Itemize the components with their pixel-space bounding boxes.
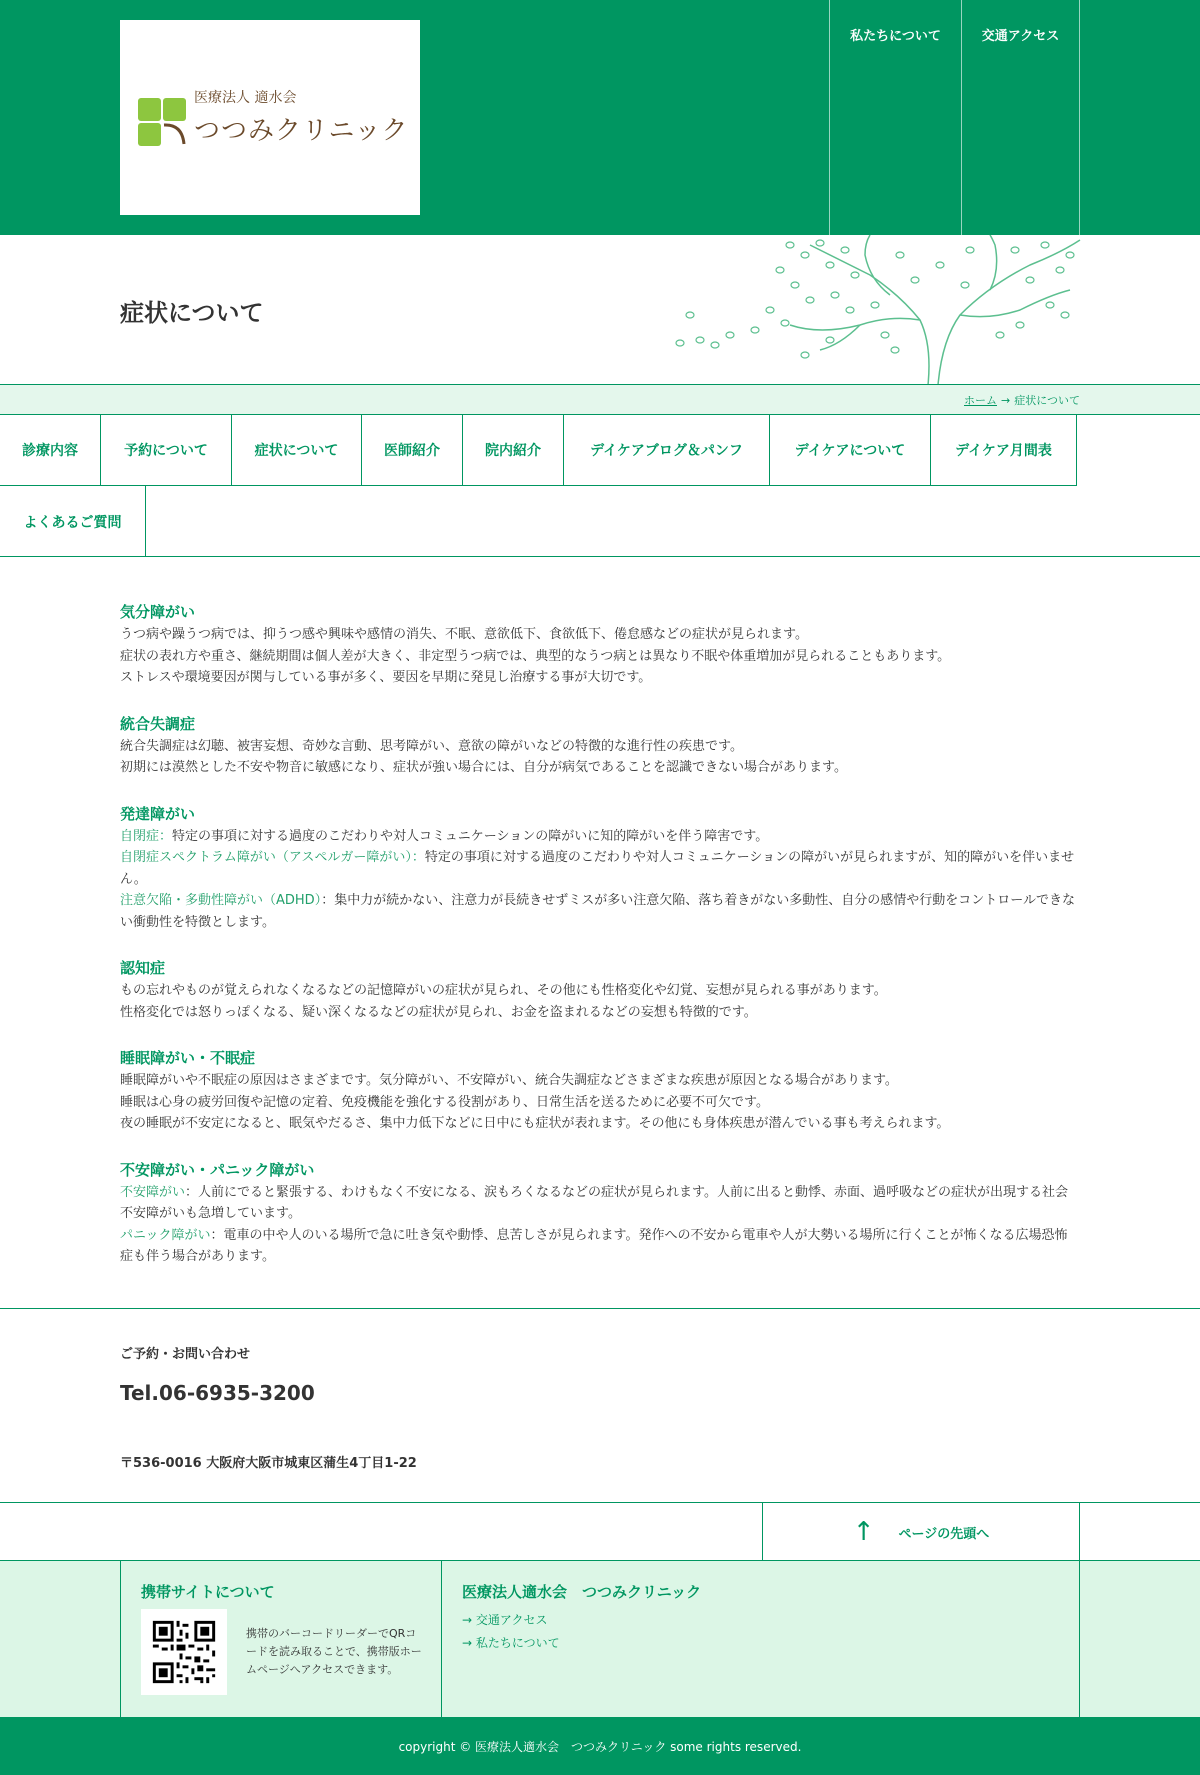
nav-item-faq[interactable]: よくあるご質問 [0,486,146,557]
header-nav-about[interactable] [829,0,961,235]
breadcrumb-current: 症状について [1014,394,1080,407]
contact-block [0,1308,1200,1503]
pagetop-row [0,1503,1200,1561]
section-text: ストレスや環境要因が関与している事が多く、要因を早期に発見し治療する事が大切です。 [120,670,652,685]
header-nav-access[interactable] [961,0,1080,235]
footer-mobile-column [120,1561,442,1717]
definition-desc: 特定の事項に対する過度のこだわりや対人コミュニケーションの障がいに知的障がいを伴う障害です。 [172,828,769,844]
footer-link-access[interactable]: → 交通アクセス [462,1613,548,1627]
definition-item [120,890,1080,933]
definition-term: 自閉症スペクトラム障がい（アスペルガー障がい） [120,850,412,865]
footer-clinic-column [442,1561,1080,1717]
definition-item [120,1225,1080,1268]
logo-leaf-icon [138,98,188,148]
contact-phone[interactable]: Tel.06-6935-3200 [120,1381,315,1405]
definition-desc: 集中力が続かない、注意力が長続きせずミスが多い注意欠陥、落ち着きがない多動性、自分の感情や行動をコントロールできない衝動性を特徴とします。 [120,893,1075,930]
section-text: うつ病や躁うつ病では、抑うつ感や興味や感情の消失、不眠、意欲低下、食欲低下、倦怠感などの症状が見られます。 [120,627,808,642]
qr-code-icon [141,1609,227,1695]
section-text: 性格変化では怒りっぽくなる、疑い深くなるなどの症状が見られ、お金を盗まれるなどの妄想も特徴的です。 [120,1004,757,1020]
section-text: 症状の表れ方や重さ、継続期間は個人差が大きく、非定型うつ病では、典型的なうつ病とは異なり不眠や体重増加が見られることもあります。 [120,648,951,664]
copyright: copyright © 医療法人適水会 つつみクリニック some rights reserved. [0,1717,1200,1775]
section-dementia [120,956,1080,1023]
section-text: もの忘れやものが覚えられなくなるなどの記憶障がいの症状が見られ、その他にも性格変化や幻覚、妄想が見られる事があります。 [120,983,887,998]
nav-item-reservation[interactable]: 予約について [101,415,232,486]
nav-item-daycare[interactable]: デイケアについて [770,415,931,486]
definition-term: パニック障がい [120,1227,211,1243]
section-title: 認知症 [120,959,166,977]
footer-mobile-title: 携帯サイトについて [141,1583,275,1601]
definition-sep: ： [185,1184,199,1200]
logo-clinic-name: つつみクリニック [194,116,409,146]
site-header [0,0,1200,235]
breadcrumb-home-link[interactable]: ホーム [964,394,997,407]
definition-sep: ： [321,893,335,908]
section-text: 統合失調症は幻聴、被害妄想、奇妙な言動、思考障がい、意欲の障がいなどの特徴的な進行性の疾患です。 [120,738,743,754]
definition-desc: 電車の中や人のいる場所で急に吐き気や動悸、息苦しさが見られます。発作への不安から電車や人が大勢いる場所に行くことが怖くなる広場恐怖症も伴う場合があります。 [120,1227,1068,1264]
page-title-band [0,235,1200,385]
definition-item [120,826,1080,848]
section-title: 統合失調症 [120,714,196,733]
definition-term: 不安障がい [120,1184,186,1200]
main-content [120,600,1080,1291]
global-nav [0,415,1200,557]
header-nav-access-link[interactable]: 交通アクセス [981,29,1060,44]
clinic-logo[interactable] [120,20,420,215]
section-text: 睡眠は心身の疲労回復や記憶の定着、免疫機能を強化する役割があり、日常生活を送るために必要不可欠です。 [120,1094,769,1110]
footer-mobile-text: 携帯のバーコードリーダーでQRコードを読み取ることで、携帯版ホームページへアクセスできます。 [246,1627,422,1676]
logo-org-name: 医療法人 適水会 [194,90,297,106]
definition-sep: ： [210,1227,224,1243]
nav-item-daycare-schedule[interactable]: デイケア月間表 [931,415,1077,486]
footer-link-about[interactable]: → 私たちについて [462,1636,560,1650]
definition-item [120,847,1080,890]
footer-links [462,1609,560,1655]
section-title: 発達障がい [120,804,196,823]
nav-item-symptoms[interactable]: 症状について [232,415,362,486]
breadcrumb-bar [0,385,1200,415]
definition-sep: ： [411,850,425,865]
section-title: 睡眠障がい・不眠症 [120,1049,256,1067]
nav-item-doctors[interactable]: 医師紹介 [362,415,463,486]
contact-address: 〒536-0016 大阪府大阪市城東区蒲生4丁目1-22 [120,1456,417,1471]
section-text: 初期には漠然とした不安や物音に敏感になり、症状が強い場合には、自分が病気であることを認識できない場合があります。 [120,760,847,775]
page-title: 症状について [120,299,264,327]
section-title: 気分障がい [120,603,196,621]
section-mood-disorder [120,600,1080,689]
section-sleep-disorder [120,1046,1080,1135]
section-title: 不安障がい・パニック障がい [120,1160,315,1179]
definition-desc: 人前にでると緊張する、わけもなく不安になる、涙もろくなるなどの症状が見られます。人前に出ると動悸、赤面、過呼吸などの症状が出現する社会不安障がいも急増しています。 [120,1184,1068,1221]
page-top-button[interactable] [762,1503,1080,1561]
site-footer [0,1561,1200,1717]
header-nav-about-link[interactable]: 私たちについて [850,29,941,44]
nav-item-services[interactable]: 診療内容 [0,415,101,486]
nav-item-daycare-blog[interactable]: デイケアブログ＆パンフ [564,415,770,486]
section-developmental [120,802,1080,934]
arrow-up-icon: ↑ [852,1517,875,1547]
breadcrumb-arrow-icon: → [1001,394,1011,407]
section-text: 夜の睡眠が不安定になると、眠気やだるさ、集中力低下などに日中にも症状が表れます。その他にも身体疾患が潜んでいる事も考えられます。 [120,1116,950,1131]
page-top-label: ページの先頭へ [898,1526,990,1542]
contact-label: ご予約・お問い合わせ [120,1347,251,1362]
definition-term: 注意欠陥・多動性障がい（ADHD） [120,893,322,908]
definition-item [120,1182,1080,1225]
section-anxiety-panic [120,1158,1080,1268]
definition-term: 自閉症 [120,828,160,844]
nav-item-facility[interactable]: 院内紹介 [463,415,564,486]
breadcrumb [964,392,1080,408]
definition-sep: ： [159,828,173,844]
section-text: 睡眠障がいや不眠症の原因はさまざまです。気分障がい、不安障がい、統合失調症などさまざまな疾患が原因となる場合があります。 [120,1073,898,1088]
definition-desc: 特定の事項に対する過度のこだわりや対人コミュニケーションの障がいが見られますが、知的障がいを伴いません。 [120,850,1075,887]
section-schizophrenia [120,712,1080,779]
footer-clinic-title: 医療法人適水会 つつみクリニック [462,1583,702,1601]
tree-illustration [670,235,1090,385]
